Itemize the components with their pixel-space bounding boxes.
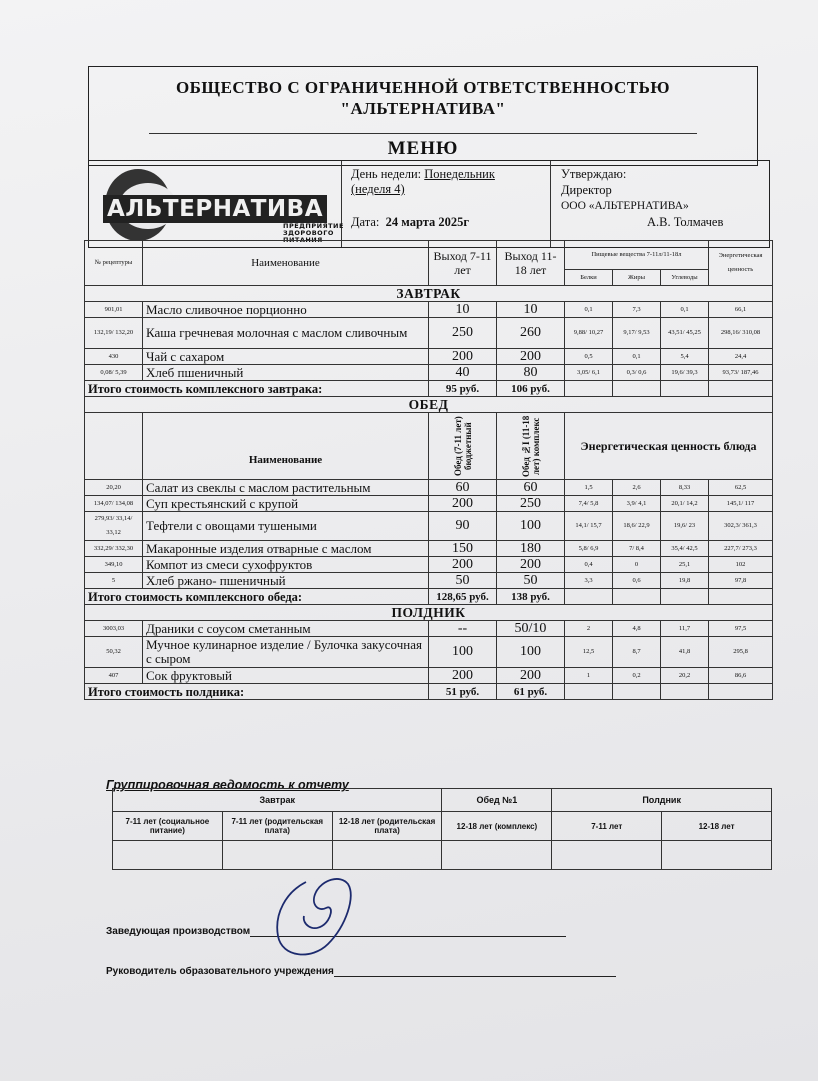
table-row [85, 496, 773, 512]
grouping-lunch: Обед №1 [442, 789, 552, 812]
carbs: 8,33 [661, 480, 709, 496]
day-value: Понедельник [424, 167, 495, 181]
carbs: 19,6/ 39,3 [661, 365, 709, 381]
sign-head-school-label: Руководитель образовательного учреждения [106, 966, 334, 977]
yield-7-11: 90 [429, 512, 497, 541]
energy: 298,16/ 310,08 [709, 318, 773, 349]
yield-11-18: 200 [497, 668, 565, 684]
total-row [85, 381, 773, 397]
document-header [88, 66, 758, 166]
total-7-11: 95 руб. [429, 381, 497, 397]
grouping-breakfast: Завтрак [113, 789, 442, 812]
energy: 97,8 [709, 573, 773, 589]
total-7-11: 128,65 руб. [429, 589, 497, 605]
approve-name: А.В. Толмачев [647, 215, 724, 229]
fat: 18,6/ 22,9 [613, 512, 661, 541]
recipe-no: 430 [85, 349, 143, 365]
table-row [85, 365, 773, 381]
yield-7-11: -- [429, 621, 497, 637]
grouping-col-1: 7-11 лет (социальное питание) [113, 812, 223, 841]
col-protein: Белки [565, 270, 613, 286]
dish-name: Мучное кулинарное изделие / Булочка закусочная с сыром [143, 637, 429, 668]
fat: 0,3/ 0,6 [613, 365, 661, 381]
dish-name: Драники с соусом сметанным [143, 621, 429, 637]
logo-sub-line1: ПРЕДПРИЯТИЕ [283, 222, 344, 230]
dish-name: Макаронные изделия отварные с маслом [143, 541, 429, 557]
yield-11-18: 100 [497, 637, 565, 668]
yield-11-18: 180 [497, 541, 565, 557]
col-out-11-18: Выход 11-18 лет [497, 241, 565, 286]
menu-table [84, 240, 773, 700]
approve-label: Утверждаю: [561, 167, 627, 181]
yield-7-11: 100 [429, 637, 497, 668]
date-label: Дата: [351, 215, 380, 229]
approval-cell [551, 161, 769, 247]
grouping-col-3: 12-18 лет (родительская плата) [332, 812, 442, 841]
protein: 0,4 [565, 557, 613, 573]
grouping-col-5: 7-11 лет [552, 812, 662, 841]
recipe-no: 5 [85, 573, 143, 589]
carbs: 5,4 [661, 349, 709, 365]
table-header-row [85, 241, 773, 270]
total-label: Итого стоимость комплексного обеда: [85, 589, 429, 605]
fat: 7,3 [613, 302, 661, 318]
grouping-col-6: 12-18 лет [662, 812, 772, 841]
carbs: 35,4/ 42,5 [661, 541, 709, 557]
lunch-col-a [429, 413, 497, 480]
col-recipe-no: № рецептуры [85, 241, 143, 286]
menu-title: МЕНЮ [387, 138, 459, 159]
col-name: Наименование [143, 241, 429, 286]
dish-name: Салат из свеклы с маслом растительным [143, 480, 429, 496]
carbs: 43,51/ 45,25 [661, 318, 709, 349]
sign-head-school [106, 966, 616, 977]
week-value: (неделя 4) [351, 182, 405, 196]
col-nutrients: Пищевые вещества 7-11л/11-18л [565, 241, 709, 270]
table-row [85, 480, 773, 496]
table-row [85, 668, 773, 684]
recipe-no: 349,10 [85, 557, 143, 573]
carbs: 11,7 [661, 621, 709, 637]
grouping-cell [552, 841, 662, 870]
grouping-cell [662, 841, 772, 870]
grouping-col-4: 12-18 лет (комплекс) [442, 812, 552, 841]
protein: 14,1/ 15,7 [565, 512, 613, 541]
fat: 0,1 [613, 349, 661, 365]
dish-name: Сок фруктовый [143, 668, 429, 684]
empty-cell [613, 381, 661, 397]
energy: 227,7/ 273,3 [709, 541, 773, 557]
recipe-no: 20,20 [85, 480, 143, 496]
approve-role: Директор [561, 183, 612, 197]
grouping-cell [442, 841, 552, 870]
lunch-col-name: Наименование [143, 413, 429, 480]
date-value: 24 марта 2025г [385, 215, 470, 229]
col-carbs: Углеводы [661, 270, 709, 286]
grouping-snack: Полдник [552, 789, 772, 812]
empty-cell [709, 684, 773, 700]
grouping-cell [332, 841, 442, 870]
energy: 102 [709, 557, 773, 573]
logo-word: АЛЬТЕРНАТИВА [107, 196, 324, 222]
approve-org: ООО «АЛЬТЕРНАТИВА» [561, 200, 689, 212]
yield-7-11: 250 [429, 318, 497, 349]
info-row [88, 160, 770, 248]
fat: 0,2 [613, 668, 661, 684]
yield-11-18: 200 [497, 349, 565, 365]
yield-11-18: 260 [497, 318, 565, 349]
org-name [89, 77, 757, 119]
carbs: 20,2 [661, 668, 709, 684]
dish-name: Тефтели с овощами тушеными [143, 512, 429, 541]
protein: 1 [565, 668, 613, 684]
table-row [85, 318, 773, 349]
yield-11-18: 80 [497, 365, 565, 381]
empty-cell [661, 589, 709, 605]
yield-7-11: 200 [429, 668, 497, 684]
carbs: 19,6/ 23 [661, 512, 709, 541]
col-out-7-11: Выход 7-11 лет [429, 241, 497, 286]
table-row [85, 573, 773, 589]
total-11-18: 106 руб. [497, 381, 565, 397]
yield-11-18: 60 [497, 480, 565, 496]
recipe-no: 332,29/ 332,30 [85, 541, 143, 557]
recipe-no: 407 [85, 668, 143, 684]
total-label: Итого стоимость полдника: [85, 684, 429, 700]
table-row [85, 302, 773, 318]
recipe-no: 132,19/ 132,20 [85, 318, 143, 349]
table-row [85, 349, 773, 365]
yield-11-18: 200 [497, 557, 565, 573]
carbs: 41,8 [661, 637, 709, 668]
lunch-col-energy: Энергетическая ценность блюда [565, 413, 773, 480]
total-row [85, 589, 773, 605]
sign-line [334, 976, 616, 977]
empty-cell [613, 684, 661, 700]
fat: 7/ 8,4 [613, 541, 661, 557]
protein: 3,3 [565, 573, 613, 589]
lunch-header-row [85, 413, 773, 480]
recipe-no: 3003,03 [85, 621, 143, 637]
sign-head-production-label: Заведующая производством [106, 926, 251, 937]
fat: 8,7 [613, 637, 661, 668]
empty-cell [661, 684, 709, 700]
carbs: 19,8 [661, 573, 709, 589]
energy: 62,5 [709, 480, 773, 496]
protein: 9,88/ 10,27 [565, 318, 613, 349]
yield-11-18: 100 [497, 512, 565, 541]
energy: 295,8 [709, 637, 773, 668]
fat: 4,8 [613, 621, 661, 637]
recipe-no: 134,07/ 134,08 [85, 496, 143, 512]
logo-sub-line3: ПИТАНИЯ [283, 236, 323, 244]
yield-11-18: 250 [497, 496, 565, 512]
yield-7-11: 200 [429, 496, 497, 512]
yield-11-18: 10 [497, 302, 565, 318]
dish-name: Хлеб ржано- пшеничный [143, 573, 429, 589]
yield-7-11: 200 [429, 557, 497, 573]
header-rule [149, 133, 697, 134]
yield-11-18: 50 [497, 573, 565, 589]
dish-name: Хлеб пшеничный [143, 365, 429, 381]
recipe-no: 279,93/ 33,14/ 33,12 [85, 512, 143, 541]
col-energy: Энергетическая ценность [709, 241, 773, 286]
fat: 2,6 [613, 480, 661, 496]
empty-cell [709, 381, 773, 397]
protein: 0,1 [565, 302, 613, 318]
table-row [85, 557, 773, 573]
grouping-cell [222, 841, 332, 870]
empty-cell [613, 589, 661, 605]
empty-cell [661, 381, 709, 397]
col-fat: Жиры [613, 270, 661, 286]
energy: 24,4 [709, 349, 773, 365]
yield-7-11: 10 [429, 302, 497, 318]
table-row [85, 512, 773, 541]
org-name-line2: "АЛЬТЕРНАТИВА" [340, 99, 506, 118]
grouping-table [112, 788, 772, 870]
fat: 9,17/ 9,53 [613, 318, 661, 349]
total-row [85, 684, 773, 700]
empty-cell [85, 413, 143, 480]
total-7-11: 51 руб. [429, 684, 497, 700]
energy: 302,3/ 361,3 [709, 512, 773, 541]
section-title-lunch: ОБЕД [85, 397, 773, 413]
total-label: Итого стоимость комплексного завтрака: [85, 381, 429, 397]
empty-cell [565, 589, 613, 605]
yield-11-18: 50/10 [497, 621, 565, 637]
day-label: День недели: [351, 167, 422, 181]
total-11-18: 61 руб. [497, 684, 565, 700]
empty-cell [565, 381, 613, 397]
protein: 2 [565, 621, 613, 637]
energy: 93,73/ 187,46 [709, 365, 773, 381]
yield-7-11: 60 [429, 480, 497, 496]
org-name-line1: ОБЩЕСТВО С ОГРАНИЧЕННОЙ ОТВЕТСТВЕННОСТЬЮ [175, 78, 671, 97]
energy: 145,1/ 117 [709, 496, 773, 512]
recipe-no: 0,08/ 5,39 [85, 365, 143, 381]
yield-7-11: 40 [429, 365, 497, 381]
day-cell [341, 161, 551, 247]
grouping-empty-row [113, 841, 772, 870]
grouping-col-2: 7-11 лет (родительская плата) [222, 812, 332, 841]
dish-name: Чай с сахаром [143, 349, 429, 365]
table-row [85, 541, 773, 557]
protein: 0,5 [565, 349, 613, 365]
lunch-col-b [497, 413, 565, 480]
empty-cell [565, 684, 613, 700]
logo-sub-line2: ЗДОРОВОГО [283, 229, 334, 237]
carbs: 0,1 [661, 302, 709, 318]
carbs: 25,1 [661, 557, 709, 573]
lunch-col-b-label: Обед №I (11-18 лет) комплекс [520, 415, 541, 477]
grouping-title: Группировочная ведомость к отчету [106, 778, 349, 792]
section-row [85, 286, 773, 302]
recipe-no: 50,32 [85, 637, 143, 668]
dish-name: Каша гречневая молочная с маслом сливочным [143, 318, 429, 349]
fat: 0 [613, 557, 661, 573]
protein: 5,8/ 6,9 [565, 541, 613, 557]
recipe-no: 901,01 [85, 302, 143, 318]
protein: 3,05/ 6,1 [565, 365, 613, 381]
logo [89, 161, 342, 247]
table-row [85, 637, 773, 668]
total-11-18: 138 руб. [497, 589, 565, 605]
protein: 12,5 [565, 637, 613, 668]
fat: 3,9/ 4,1 [613, 496, 661, 512]
yield-7-11: 50 [429, 573, 497, 589]
handwritten-signature-icon [266, 874, 366, 964]
energy: 97,5 [709, 621, 773, 637]
protein: 7,4/ 5,8 [565, 496, 613, 512]
energy: 66,1 [709, 302, 773, 318]
yield-7-11: 150 [429, 541, 497, 557]
lunch-col-a-label: Обед (7-11 лет) бюджетный [452, 416, 473, 476]
empty-cell [709, 589, 773, 605]
section-title-breakfast: ЗАВТРАК [85, 286, 773, 302]
table-row [85, 621, 773, 637]
fat: 0,6 [613, 573, 661, 589]
carbs: 20,1/ 14,2 [661, 496, 709, 512]
dish-name: Суп крестьянский с крупой [143, 496, 429, 512]
yield-7-11: 200 [429, 349, 497, 365]
grouping-cell [113, 841, 223, 870]
dish-name: Компот из смеси сухофруктов [143, 557, 429, 573]
protein: 1,5 [565, 480, 613, 496]
dish-name: Масло сливочное порционно [143, 302, 429, 318]
section-row [85, 397, 773, 413]
section-title-snack: ПОЛДНИК [85, 605, 773, 621]
energy: 86,6 [709, 668, 773, 684]
section-row [85, 605, 773, 621]
